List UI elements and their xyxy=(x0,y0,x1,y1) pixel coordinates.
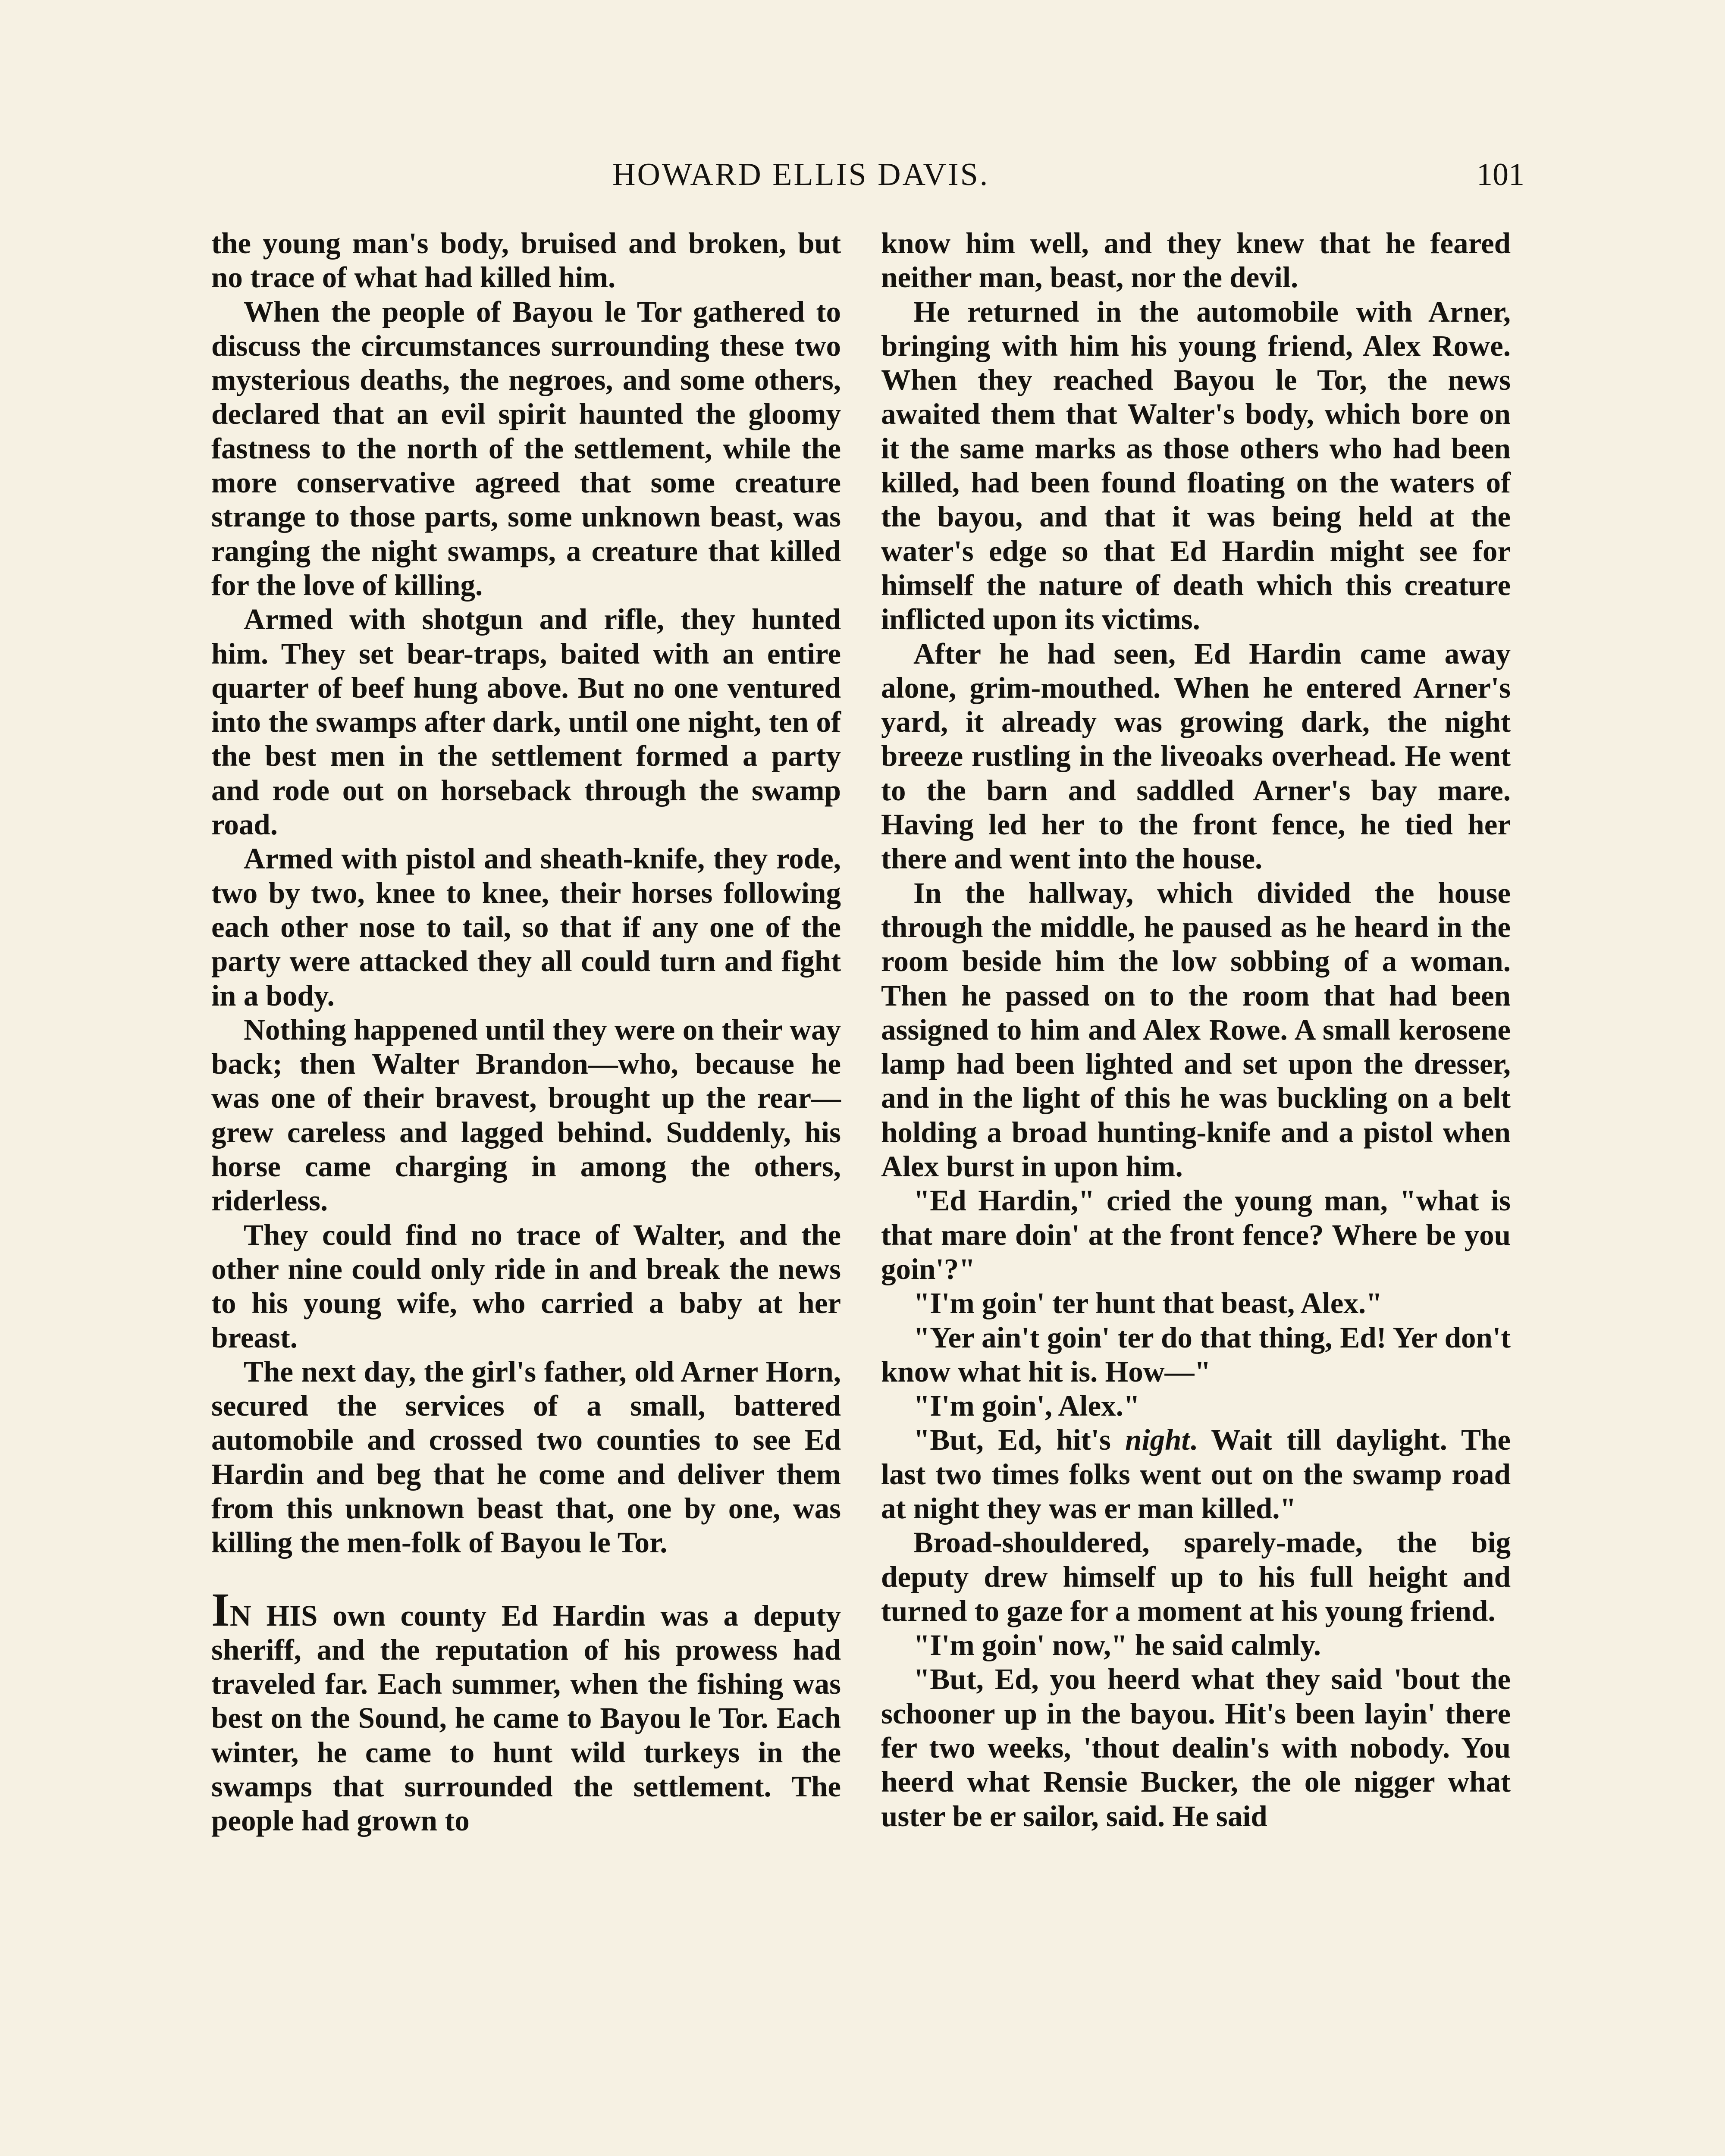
paragraph: "Ed Hardin," cried the young man, "what is that mare doin' at the front fence? Where be you goin'?" xyxy=(881,1184,1511,1285)
paragraph: know him well, and they knew that he feared neither man, beast, nor the devil. xyxy=(881,227,1511,294)
section-text: own county Ed Hardin was a deputy sheriff, and the reputation of his prowess had traveled far. Each summer, when the fishing was best on the Sound, he came to Bayou le Tor. Each winter, he came to hunt wild turkeys in the swamps that surrounded the settlement. The people had grown to xyxy=(211,1599,841,1837)
paragraph: Armed with pistol and sheath-knife, they rode, two by two, knee to knee, their horses following each other nose to tail, so that if any one of the party were attacked they all could turn and fight in a body. xyxy=(211,842,841,1012)
paragraph: The next day, the girl's father, old Arner Horn, secured the services of a small, battered automobile and crossed two counties to see Ed Hardin and beg that he come and deliver them from this unknown beast that, one by one, was killing the men-folk of Bayou le Tor. xyxy=(211,1355,841,1559)
right-column xyxy=(881,226,1511,1833)
paragraph: the young man's body, bruised and broken, but no trace of what had killed him. xyxy=(211,227,841,294)
paragraph: Armed with shotgun and rifle, they hunted him. They set bear-traps, baited with an entire quarter of beef hung above. But no one ventured into the swamps after dark, until one night, ten of the best men in the settlement formed a party and rode out on horseback through the swamp road. xyxy=(211,603,841,841)
paragraph: "I'm goin', Alex." xyxy=(913,1389,1140,1423)
drop-cap: I xyxy=(211,1583,230,1636)
paragraph: They could find no trace of Walter, and the other nine could only ride in and break the news to his young wife, who carried a baby at her breast. xyxy=(211,1218,841,1354)
paragraph: He returned in the automobile with Arner, bringing with him his young friend, Alex Rowe. When they reached Bayou le Tor, the news awaited them that Walter's body, which bore on it the same marks as those others who had been killed, had been found floating on the waters of the bayou, and that it was being held at the water's edge so that Ed Hardin might see for himself the nature of death which this creature inflicted upon its victims. xyxy=(881,295,1511,636)
paragraph: Nothing happened until they were on their way back; then Walter Brandon—who, because he was one of their bravest, brought up the rear—grew careless and lagged behind. Suddenly, his horse came charging in among the others, riderless. xyxy=(211,1013,841,1217)
paragraph: "I'm goin' ter hunt that beast, Alex." xyxy=(913,1287,1383,1320)
night-text-before: "But, Ed, hit's xyxy=(913,1423,1126,1457)
section-break xyxy=(211,1560,841,1595)
page-number: 101 xyxy=(1477,157,1524,192)
paragraph: "I'm goin' now," he said calmly. xyxy=(913,1629,1321,1662)
paragraph: "But, Ed, you heerd what they said 'bout the schooner up in the bayou. Hit's been layin' there fer two weeks, 'thout dealin's with nobody. You heerd what Rensie Bucker, the ole nigger what uster be er sailor, said. He said xyxy=(881,1663,1511,1833)
paragraph: In the hallway, which divided the house through the middle, he paused as he heard in the room beside him the low sobbing of a woman. Then he passed on to the room that had been assigned to him and Alex Rowe. A small kerosene lamp had been lighted and set upon the dresser, and in the light of this he was buckling on a belt holding a broad hunting-knife and a pistol when Alex burst in upon him. xyxy=(881,876,1511,1183)
paragraph-night xyxy=(881,1423,1511,1526)
section-opening-paragraph xyxy=(211,1583,841,1838)
paragraph: "Yer ain't goin' ter do that thing, Ed! Yer don't know what hit is. How—" xyxy=(881,1321,1511,1388)
night-text-after: . Wait till daylight. The last two times folks went out on the swamp road at night they was er man killed." xyxy=(881,1423,1511,1525)
running-head: HOWARD ELLIS DAVIS. xyxy=(612,157,990,192)
section-first-word: N HIS xyxy=(229,1599,318,1632)
left-column xyxy=(211,226,841,1838)
paragraph: Broad-shouldered, sparely-made, the big deputy drew himself up to his full height and turned to gaze for a moment at his young friend. xyxy=(881,1526,1511,1627)
emphasized-word: night xyxy=(1125,1423,1190,1457)
paragraph: When the people of Bayou le Tor gathered to discuss the circumstances surrounding these two mysterious deaths, the negroes, and some others, declared that an evil spirit haunted the gloomy fastness to the north of the settlement, while the more conservative agreed that some creature strange to those parts, some unknown beast, was ranging the night swamps, a creature that killed for the love of killing. xyxy=(211,295,841,602)
page-header xyxy=(211,153,1524,205)
paragraph: After he had seen, Ed Hardin came away alone, grim-mouthed. When he entered Arner's yard, it already was growing dark, the night breeze rustling in the liveoaks overhead. He went to the barn and saddled Arner's bay mare. Having led her to the front fence, he tied her there and went into the house. xyxy=(881,637,1511,875)
